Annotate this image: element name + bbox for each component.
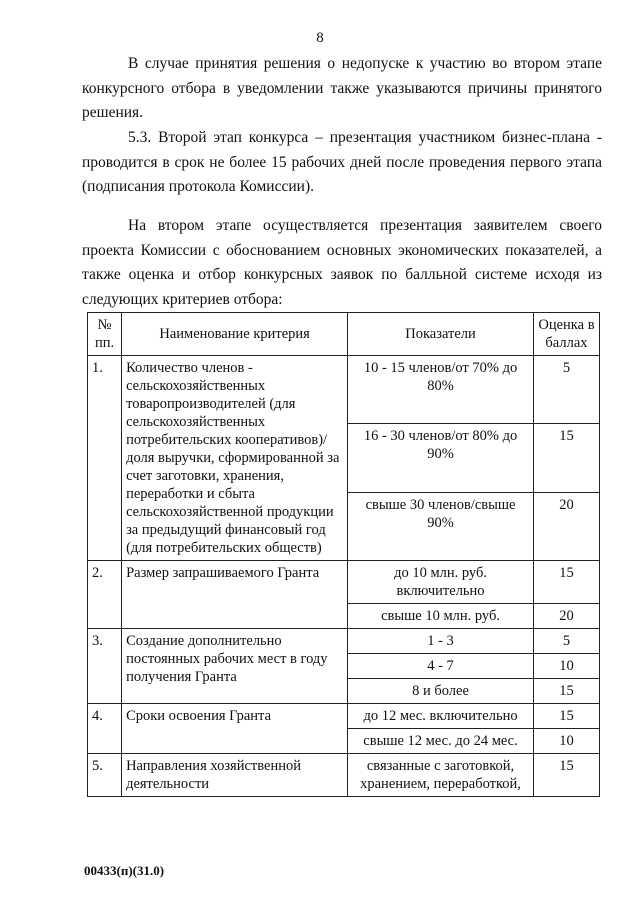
criterion-name: Направления хозяйственной деятельности bbox=[122, 754, 348, 797]
criterion-indicator: 10 - 15 членов/от 70% до 80% bbox=[348, 356, 534, 424]
criterion-score: 15 bbox=[533, 704, 599, 729]
table-row bbox=[88, 704, 600, 729]
criterion-number: 4. bbox=[88, 704, 122, 754]
table-header-row bbox=[88, 313, 600, 356]
criterion-indicator: 4 - 7 bbox=[348, 654, 534, 679]
criterion-indicator: 8 и более bbox=[348, 679, 534, 704]
criterion-number: 1. bbox=[88, 356, 122, 561]
criterion-indicator: связанные с заготовкой, хранением, переработкой, bbox=[348, 754, 534, 797]
criterion-score: 5 bbox=[533, 356, 599, 424]
criterion-indicator: до 12 мес. включительно bbox=[348, 704, 534, 729]
table-row bbox=[88, 629, 600, 654]
table-row bbox=[88, 356, 600, 424]
criterion-score: 15 bbox=[533, 424, 599, 492]
paragraph-text: 5.3. Второй этап конкурса – презентация участником бизнес-плана - проводится в срок не более 15 рабочих дней после проведения первого этапа (подписания протокола Комиссии). bbox=[82, 129, 602, 195]
criterion-name: Количество членов - сельскохозяйственных товаропроизводителей (для сельскохозяйственных потребительских кооперативов)/доля выручки, сформированной за счет заготовки, хранения, переработки и сбыта сельскохозяйственной продукции за предыдущий финансовый год (для потребительских обществ) bbox=[122, 356, 348, 561]
criterion-number: 5. bbox=[88, 754, 122, 797]
criterion-number: 2. bbox=[88, 561, 122, 629]
paragraph-rejection-notice bbox=[82, 52, 602, 126]
criterion-score: 10 bbox=[533, 729, 599, 754]
criteria-table bbox=[87, 312, 600, 797]
criterion-name: Сроки освоения Гранта bbox=[122, 704, 348, 754]
criterion-number: 3. bbox=[88, 629, 122, 704]
table-row bbox=[88, 561, 600, 604]
header-num: № пп. bbox=[88, 313, 122, 356]
paragraph-stage-two bbox=[82, 126, 602, 200]
criterion-score: 5 bbox=[533, 629, 599, 654]
criterion-name: Размер запрашиваемого Гранта bbox=[122, 561, 348, 629]
criterion-name: Создание дополнительно постоянных рабочих мест в году получения Гранта bbox=[122, 629, 348, 704]
criterion-indicator: до 10 млн. руб. включительно bbox=[348, 561, 534, 604]
criterion-score: 20 bbox=[533, 604, 599, 629]
criteria-table-body bbox=[88, 356, 600, 797]
criterion-indicator: свыше 10 млн. руб. bbox=[348, 604, 534, 629]
criterion-indicator: свыше 30 членов/свыше 90% bbox=[348, 492, 534, 560]
page-number: 8 bbox=[316, 30, 324, 46]
header-name: Наименование критерия bbox=[122, 313, 348, 356]
header-score: Оценка в баллах bbox=[533, 313, 599, 356]
paragraph-text: В случае принятия решения о недопуске к участию во втором этапе конкурсного отбора в уведомлении также указываются причины принятого решения. bbox=[82, 55, 602, 121]
criterion-score: 10 bbox=[533, 654, 599, 679]
document-code: 00433(п)(31.0) bbox=[84, 863, 165, 878]
header-indicators: Показатели bbox=[348, 313, 534, 356]
criterion-indicator: 16 - 30 членов/от 80% до 90% bbox=[348, 424, 534, 492]
criterion-indicator: 1 - 3 bbox=[348, 629, 534, 654]
criterion-score: 15 bbox=[533, 561, 599, 604]
paragraph-presentation bbox=[82, 214, 602, 312]
criterion-score: 15 bbox=[533, 754, 599, 797]
criterion-indicator: свыше 12 мес. до 24 мес. bbox=[348, 729, 534, 754]
paragraph-text: На втором этапе осуществляется презентация заявителем своего проекта Комиссии с обоснованием основных экономических показателей, а также оценка и отбор конкурсных заявок по балльной системе исходя из следующих критериев отбора: bbox=[82, 217, 602, 308]
criterion-score: 20 bbox=[533, 492, 599, 560]
table-row bbox=[88, 754, 600, 797]
criterion-score: 15 bbox=[533, 679, 599, 704]
